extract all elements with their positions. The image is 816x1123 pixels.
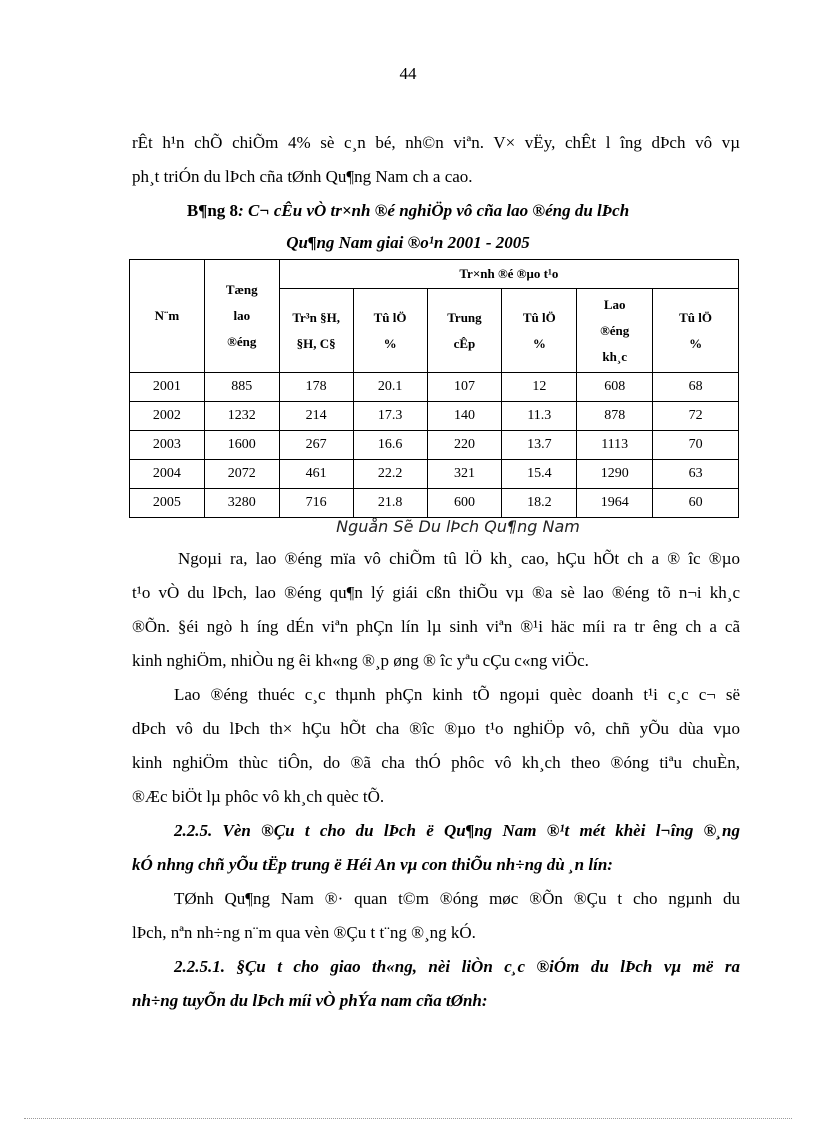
cell: 321 (427, 460, 502, 489)
page-bottom-border (24, 1118, 792, 1119)
header-total: Tæng lao ®éng (204, 260, 279, 373)
cell: 461 (279, 460, 353, 489)
cell: 70 (653, 431, 739, 460)
cell: 267 (279, 431, 353, 460)
cell: 13.7 (502, 431, 577, 460)
cell: 15.4 (502, 460, 577, 489)
section-heading: 2.2.5.1. §Çu t cho giao th«ng, nèi liÒn c¸c ®iÓm du lÞch vµ më ra (174, 957, 740, 976)
section-heading: kÓ nhng chñ yÕu tËp trung ë Héi An vµ con thiÕu nh÷ng dù ¸n lín: (132, 855, 613, 874)
cell: 885 (204, 373, 279, 402)
cell: 1290 (577, 460, 653, 489)
table-source: Nguån Sẽ Du lÞch Qu¶ng Nam (336, 517, 580, 536)
paragraph-line: kinh nghiÖm thùc tiÔn, do ®ã cha thÓ phôc vô kh¸ch theo ®óng tiªu chuÈn, (132, 753, 740, 772)
cell: 16.6 (353, 431, 427, 460)
section-heading: 2.2.5. Vèn ®Çu t cho du lÞch ë Qu¶ng Nam ®¹t mét khèi l¬îng ®¸ng (174, 821, 740, 840)
header-training-level: Tr×nh ®é ®µo t¹o (279, 260, 738, 289)
cell: 1232 (204, 402, 279, 431)
cell: 140 (427, 402, 502, 431)
paragraph-line: ®Æc biÖt lµ phôc vô kh¸ch quèc tÕ. (132, 787, 385, 806)
cell: 214 (279, 402, 353, 431)
cell: 2004 (130, 460, 205, 489)
header-university: Tr³n §H, §H, C§ (279, 289, 353, 373)
cell: 608 (577, 373, 653, 402)
table-row (130, 431, 739, 460)
cell: 72 (653, 402, 739, 431)
cell: 2005 (130, 489, 205, 518)
cell: 716 (279, 489, 353, 518)
paragraph-line: Lao ®éng thuéc c¸c thµnh phÇn kinh tÕ ngoµi quèc doanh t¹i c¸c c¬ së (174, 685, 740, 704)
paragraph-line: Ngoµi ra, lao ®éng mïa vô chiÕm tû lÖ kh¸ cao, hÇu hÕt ch a ® îc ®µo (178, 549, 740, 568)
cell: 68 (653, 373, 739, 402)
paragraph-line: dÞch vô du lÞch th× hÇu hÕt cha ®îc ®µo t¹o nghiÖp vô, chñ yÕu dùa vµo (132, 719, 740, 738)
cell: 1964 (577, 489, 653, 518)
cell: 220 (427, 431, 502, 460)
paragraph-line: ®Õn. §éi ngò h íng dÉn viªn phÇn lín lµ sinh viªn ®¹i häc míi ra tr êng ch a cã (132, 617, 740, 636)
paragraph-line: rÊt h¹n chÕ chiÕm 4% sè c¸n bé, nh©n viªn. V× vËy, chÊt l îng dÞch vô vµ (132, 133, 740, 152)
paragraph-line: TØnh Qu¶ng Nam ®· quan t©m ®óng møc ®Õn ®Çu t cho ngµnh du (174, 889, 740, 908)
table-caption-label: B¶ng 8 (186, 201, 239, 220)
table-row (130, 489, 739, 518)
paragraph-line: t¹o vÒ du lÞch, lao ®éng qu¶n lý giái cßn thiÕu vµ ®a sè lao ®éng tõ n¬i kh¸c (132, 583, 740, 602)
cell: 12 (502, 373, 577, 402)
table-caption-title: : C¬ cÊu vÒ tr×nh ®é nghiÖp vô cña lao ®éng du lÞch (238, 201, 630, 220)
cell: 21.8 (353, 489, 427, 518)
cell: 2002 (130, 402, 205, 431)
section-heading: nh÷ng tuyÕn du lÞch míi vÒ phÝa nam cña tØnh: (132, 991, 488, 1010)
cell: 63 (653, 460, 739, 489)
page-number: 44 (399, 64, 417, 83)
cell: 18.2 (502, 489, 577, 518)
header-year: N¨m (130, 260, 205, 373)
cell: 600 (427, 489, 502, 518)
table-row (130, 460, 739, 489)
header-other-labor: Lao ®éng kh¸c (577, 289, 653, 373)
cell: 20.1 (353, 373, 427, 402)
paragraph-line: lÞch, nªn nh÷ng n¨m qua vèn ®Çu t t¨ng ®¸ng kÓ. (132, 923, 476, 942)
cell: 17.3 (353, 402, 427, 431)
cell: 178 (279, 373, 353, 402)
cell: 2001 (130, 373, 205, 402)
cell: 107 (427, 373, 502, 402)
paragraph-line: ph¸t triÓn du lÞch cña tØnh Qu¶ng Nam ch a cao. (132, 167, 473, 186)
cell: 878 (577, 402, 653, 431)
paragraph-line: kinh nghiÖm, nhiÒu ng êi kh«ng ®¸p øng ® îc yªu cÇu c«ng viÖc. (132, 651, 589, 670)
header-intermediate: Trung cÊp (427, 289, 502, 373)
header-ratio: Tû lÖ % (502, 289, 577, 373)
cell: 1113 (577, 431, 653, 460)
cell: 60 (653, 489, 739, 518)
table-caption (0, 201, 816, 221)
table-row (130, 373, 739, 402)
cell: 2072 (204, 460, 279, 489)
header-ratio: Tû lÖ % (353, 289, 427, 373)
cell: 1600 (204, 431, 279, 460)
cell: 11.3 (502, 402, 577, 431)
table-row (130, 402, 739, 431)
cell: 2003 (130, 431, 205, 460)
header-ratio: Tû lÖ % (653, 289, 739, 373)
table-caption-line2: Qu¶ng Nam giai ®o¹n 2001 - 2005 (286, 233, 530, 252)
labor-table (129, 259, 739, 518)
cell: 22.2 (353, 460, 427, 489)
cell: 3280 (204, 489, 279, 518)
